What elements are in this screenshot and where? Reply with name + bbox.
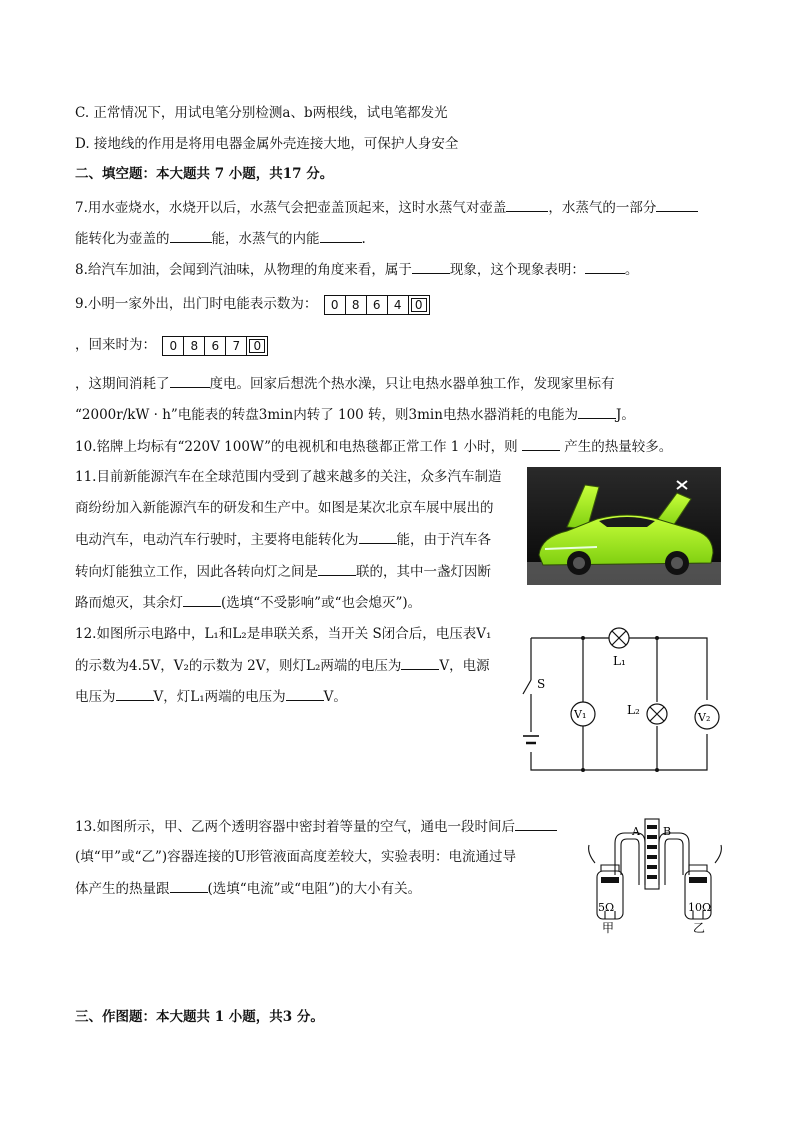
question-10 xyxy=(75,436,672,457)
q11-text-c: 转向灯能独立工作，因此各转向灯之间是 xyxy=(75,564,318,580)
q12-text-d: V，灯L₁两端的电压为 xyxy=(153,689,286,705)
meter-reading-end xyxy=(162,336,268,356)
meter-digit-decimal: 0 xyxy=(247,337,267,355)
label-container-yi: 乙 xyxy=(693,921,706,935)
q11-text-f: (选填“不受影响”或“也会熄灭”)。 xyxy=(221,595,422,611)
meter-digit: 0 xyxy=(325,296,346,314)
question-9-line4 xyxy=(75,404,635,425)
question-12-line3 xyxy=(75,686,347,707)
q9-text-3: ，这期间消耗了 xyxy=(75,376,170,392)
q11-text-a: 电动汽车，电动汽车行驶时，主要将电能转化为 xyxy=(75,532,359,548)
question-13-line2: (填“甲”或“乙”)容器连接的U形管液面高度差较大，实验表明：电流通过导 xyxy=(75,849,517,865)
q7-text-a: 7.用水壶烧水，水烧开以后，水蒸气会把壶盖顶起来，这时水蒸气对壶盖 xyxy=(75,200,507,216)
circuit-diagram xyxy=(515,622,725,778)
meter-digit-decimal: 0 xyxy=(409,296,429,314)
label-tube-b: B xyxy=(663,825,672,838)
q11-blank-2[interactable] xyxy=(318,561,356,576)
q11-text-b: 能，由于汽车各 xyxy=(396,532,491,548)
q12-blank-2[interactable] xyxy=(116,686,154,701)
q11-blank-1[interactable] xyxy=(359,529,397,544)
q9-blank-2[interactable] xyxy=(578,404,616,419)
q8-blank-1[interactable] xyxy=(412,259,450,274)
q12-blank-3[interactable] xyxy=(286,686,324,701)
q8-text-c: 。 xyxy=(624,262,639,278)
question-9-line1 xyxy=(75,294,432,315)
q7-blank-4[interactable] xyxy=(320,228,362,243)
question-11-line2: 商纷纷加入新能源汽车的研发和生产中。如图是某次北京车展中展出的 xyxy=(75,500,494,516)
label-switch-s: S xyxy=(537,677,546,691)
label-container-jia: 甲 xyxy=(602,921,615,935)
q12-blank-1[interactable] xyxy=(401,655,439,670)
q8-text-b: 现象，这个现象表明： xyxy=(449,262,585,278)
q13-text-a: 13.如图所示，甲、乙两个透明容器中密封着等量的空气，通电一段时间后 xyxy=(75,819,515,835)
q13-blank-2[interactable] xyxy=(170,878,208,893)
q7-text-b: ，水蒸气的一部分 xyxy=(548,200,657,216)
option-c: C. 正常情况下，用试电笔分别检测a、b两根线，试电笔都发光 xyxy=(75,105,448,121)
label-tube-a: A xyxy=(632,825,640,838)
section-2-title: 二、填空题：本大题共 7 小题，共17 分。 xyxy=(75,166,334,182)
question-11-line5 xyxy=(75,592,421,613)
q12-text-b: V，电源 xyxy=(439,658,490,674)
q9-blank-1[interactable] xyxy=(170,373,210,388)
question-7-line2 xyxy=(75,228,366,249)
label-l1: L₁ xyxy=(613,654,626,668)
meter-digit: 7 xyxy=(226,337,247,355)
q7-blank-2[interactable] xyxy=(656,197,698,212)
meter-digit: 6 xyxy=(205,337,226,355)
q7-blank-3[interactable] xyxy=(170,228,212,243)
q13-blank-1[interactable] xyxy=(515,816,557,831)
q13-text-c: (选填“电流”或“电阻”)的大小有关。 xyxy=(207,881,422,897)
q10-text-a: 10.铭牌上均标有“220V 100W”的电视机和电热毯都正常工作 1 小时，则 xyxy=(75,439,518,455)
q10-text-b: 产生的热量较多。 xyxy=(564,439,673,455)
label-l2: L₂ xyxy=(627,703,640,717)
q9-text-6: J。 xyxy=(615,407,635,423)
section-3-title: 三、作图题：本大题共 1 小题，共3 分。 xyxy=(75,1009,324,1025)
question-12-line1: 12.如图所示电路中，L₁和L₂是串联关系，当开关 S闭合后，电压表V₁ xyxy=(75,626,492,642)
q11-text-d: 联的，其中一盏灯因断 xyxy=(356,564,491,580)
question-9-line2 xyxy=(75,335,270,356)
q12-text-a: 的示数为4.5V，V₂的示数为 2V，则灯L₂两端的电压为 xyxy=(75,658,402,674)
question-12-line2 xyxy=(75,655,490,676)
q7-text-d: 能，水蒸气的内能 xyxy=(211,231,320,247)
q13-text-b: 体产生的热量跟 xyxy=(75,881,170,897)
meter-digit: 0 xyxy=(163,337,184,355)
q7-blank-1[interactable] xyxy=(506,197,548,212)
question-13-line3 xyxy=(75,878,421,899)
question-7-line1 xyxy=(75,197,698,218)
question-11-line1: 11.目前新能源汽车在全球范围内受到了越来越多的关注，众多汽车制造 xyxy=(75,469,502,485)
q9-text-1: 9.小明一家外出，出门时电能表示数为： xyxy=(75,296,318,312)
label-resistor-10: 10Ω xyxy=(688,901,712,914)
meter-digit: 8 xyxy=(346,296,367,314)
q9-text-5: “2000r/kW · h”电能表的转盘3min内转了 100 转，则3min电热水器消耗的电能为 xyxy=(75,407,578,423)
label-resistor-5: 5Ω xyxy=(598,901,615,914)
meter-digit: 4 xyxy=(388,296,409,314)
question-11-line3 xyxy=(75,529,491,550)
question-8 xyxy=(75,259,638,280)
question-13-line1 xyxy=(75,816,557,837)
q9-text-4: 度电。回家后想洗个热水澡，只让电热水器单独工作，发现家里标有 xyxy=(209,376,615,392)
q11-blank-3[interactable] xyxy=(183,592,221,607)
q11-text-e: 路而熄灭，其余灯 xyxy=(75,595,183,611)
q7-text-c: 能转化为壶盖的 xyxy=(75,231,170,247)
q7-text-e: . xyxy=(361,231,366,247)
joule-heating-apparatus xyxy=(585,815,725,937)
q12-text-e: V。 xyxy=(323,689,347,705)
electric-car-photo xyxy=(527,467,721,585)
q10-blank-1[interactable] xyxy=(522,436,560,451)
q9-text-2: ，回来时为： xyxy=(75,337,156,353)
meter-digit: 6 xyxy=(367,296,388,314)
question-9-line3 xyxy=(75,373,615,394)
meter-reading-start xyxy=(324,295,430,315)
label-v1: V₁ xyxy=(574,708,587,721)
label-v2: V₂ xyxy=(698,711,711,724)
question-11-line4 xyxy=(75,561,491,582)
q12-text-c: 电压为 xyxy=(75,689,116,705)
option-d: D. 接地线的作用是将用电器金属外壳连接大地，可保护人身安全 xyxy=(75,136,459,152)
q8-text-a: 8.给汽车加油，会闻到汽油味，从物理的角度来看，属于 xyxy=(75,262,412,278)
meter-digit: 8 xyxy=(184,337,205,355)
q8-blank-2[interactable] xyxy=(585,259,625,274)
